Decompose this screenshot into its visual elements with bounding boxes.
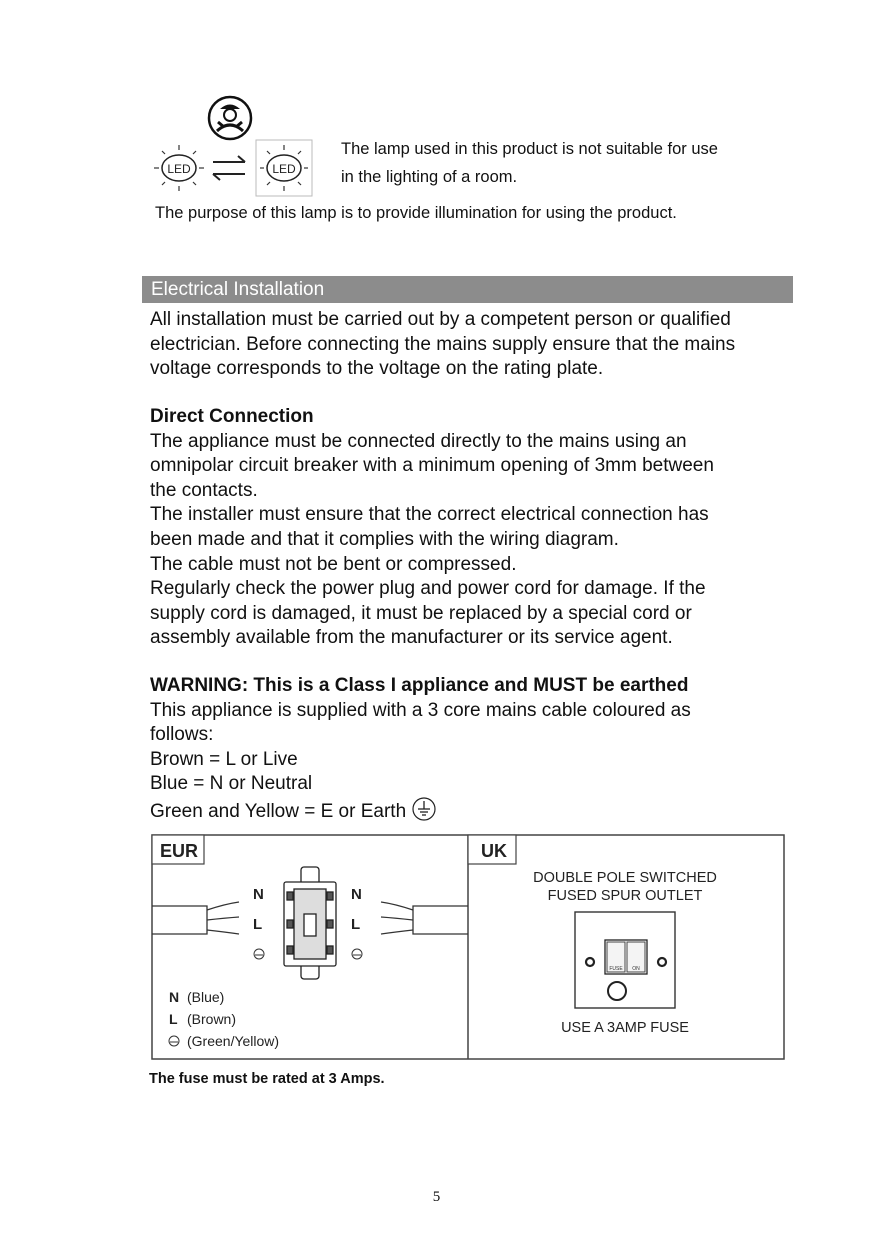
eur-n-right: N: [351, 886, 362, 903]
lamp-purpose: The purpose of this lamp is to provide illumination for using the product.: [155, 204, 677, 222]
lamp-notice-line1: The lamp used in this product is not suitable for use: [341, 140, 718, 158]
svg-text:LED: LED: [167, 162, 191, 176]
earth-symbol-icon: [412, 797, 436, 821]
fuse-caption: The fuse must be rated at 3 Amps.: [149, 1071, 385, 1087]
led-bulb-boxed-icon: [256, 140, 312, 196]
warning-line: This appliance is supplied with a 3 core mains cable coloured as: [150, 699, 691, 721]
warning-line-earth: [150, 797, 800, 825]
direct-connection-line: The appliance must be connected directly to the mains using an: [150, 430, 687, 452]
warning-block: [150, 674, 800, 825]
swap-arrows-icon: [213, 156, 245, 180]
uk-title-line2: FUSED SPUR OUTLET: [547, 888, 703, 904]
led-bulb-icon: [154, 145, 204, 191]
on-label: ON: [632, 966, 640, 972]
direct-connection-line: The installer must ensure that the correct electrical connection has: [150, 504, 709, 526]
direct-connection-heading: Direct Connection: [150, 406, 314, 427]
lamp-notice-line2: in the lighting of a room.: [341, 168, 518, 186]
eur-l-right: L: [351, 916, 361, 933]
direct-connection-line: supply cord is damaged, it must be replaced by a special cord or: [150, 602, 692, 624]
direct-connection-line: been made and that it complies with the wiring diagram.: [150, 528, 619, 550]
legend-earth-text: (Green/Yellow): [187, 1033, 280, 1049]
direct-connection-line: assembly available from the manufacturer or its service agent.: [150, 627, 673, 649]
intro-line: All installation must be carried out by a competent person or qualified: [150, 309, 731, 330]
warning-line: Blue = N or Neutral: [150, 773, 313, 795]
direct-connection-line: omnipolar circuit breaker with a minimum opening of 3mm between: [150, 455, 714, 477]
svg-text:LED: LED: [272, 162, 296, 176]
uk-fuse-note: USE A 3AMP FUSE: [561, 1020, 689, 1036]
uk-label: UK: [481, 841, 507, 861]
direct-connection-line: the contacts.: [150, 479, 258, 501]
direct-connection: [150, 405, 800, 651]
intro-line: voltage corresponds to the voltage on the rating plate.: [150, 358, 604, 380]
eur-l-left: L: [253, 916, 263, 933]
wiring-diagram: [151, 834, 785, 1060]
eur-label: EUR: [160, 841, 199, 861]
legend-l-key: L: [169, 1011, 178, 1027]
uk-title-line1: DOUBLE POLE SWITCHED: [533, 870, 717, 886]
page-number: 5: [432, 1189, 441, 1205]
earth-line-text: Green and Yellow = E or Earth: [150, 800, 407, 822]
eur-n-left: N: [253, 886, 264, 903]
legend-l-text: (Brown): [187, 1011, 237, 1027]
legend-n-text: (Blue): [187, 989, 225, 1005]
section-title: Electrical Installation: [142, 276, 793, 303]
direct-connection-line: The cable must not be bent or compressed.: [150, 553, 517, 575]
technician-icon: [209, 97, 251, 139]
intro-paragraph: [150, 308, 800, 382]
fuse-label: FUSE: [609, 966, 623, 972]
fused-spur-outlet-icon: [575, 912, 675, 1008]
warning-line: Brown = L or Live: [150, 748, 298, 770]
direct-connection-line: Regularly check the power plug and power cord for damage. If the: [150, 578, 706, 600]
warning-heading: WARNING: This is a Class I appliance and MUST be earthed: [150, 675, 689, 696]
intro-line: electrician. Before connecting the mains supply ensure that the mains: [150, 333, 736, 355]
warning-line: follows:: [150, 724, 214, 746]
lamp-icons: [150, 95, 320, 200]
legend-n-key: N: [169, 989, 180, 1005]
terminal-block-icon: [284, 867, 336, 979]
